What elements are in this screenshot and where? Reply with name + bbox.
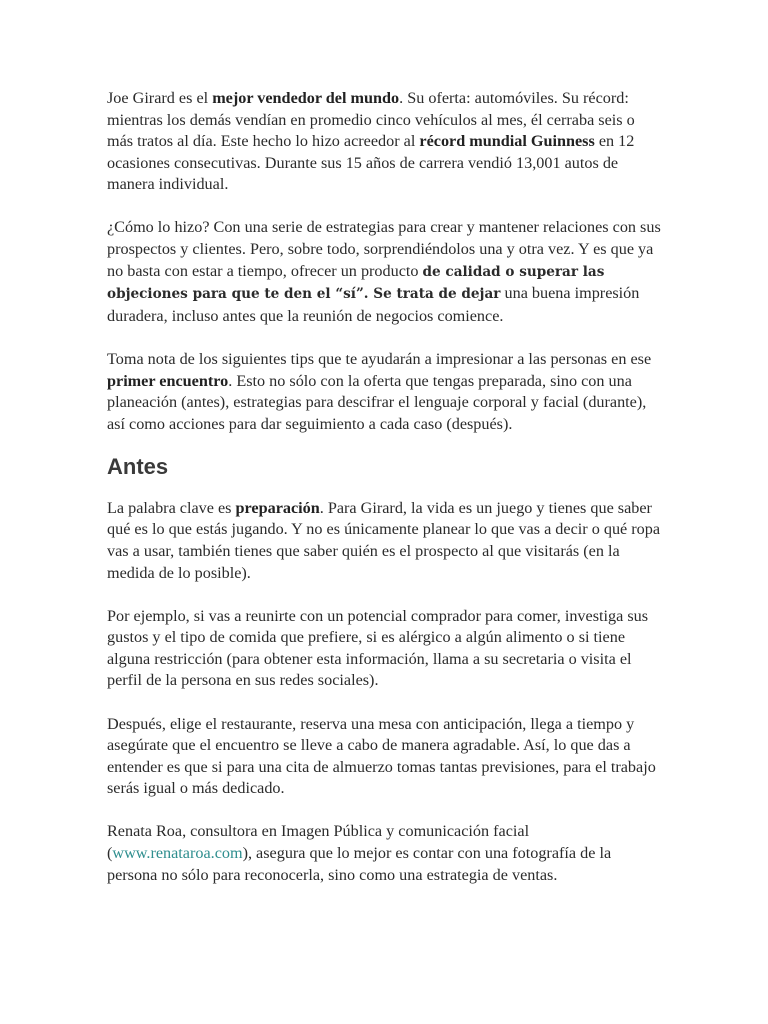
section-heading: Antes — [107, 453, 169, 479]
paragraph-restaurant — [107, 714, 663, 800]
document-page — [107, 88, 663, 908]
text: . Su oferta: automóviles. Su récord: mientras los demás vendían en promedio cinco vehículos al mes, él cerraba seis o más tratos al día. Este hecho lo hizo acreedor al — [107, 89, 635, 151]
paragraph-how — [107, 217, 663, 327]
bold-text: récord mundial Guinness — [419, 132, 595, 151]
paragraph-intro — [107, 88, 663, 196]
bold-text: preparación — [235, 498, 320, 517]
paragraph-tips — [107, 349, 663, 435]
paragraph-renata — [107, 821, 663, 886]
text: ), asegura que lo mejor es contar con una fotografía de la persona no sólo para reconocerla, sino como una estrategia de ventas. — [107, 844, 612, 884]
text: en 12 ocasiones consecutivas. Durante sus 15 años de carrera vendió 13,001 autos de manera individual. — [107, 132, 635, 194]
text: La palabra clave es — [107, 498, 236, 517]
text: . Para Girard, la vida es un juego y tienes que saber qué es lo que estás jugando. Y no es únicamente planear lo que vas a decir o qué ropa vas a usar, también tienes que saber quién es el prospecto al que visitarás (en la medida de lo posible). — [107, 498, 661, 582]
paragraph-example — [107, 606, 663, 692]
text: Después, elige el restaurante, reserva una mesa con anticipación, llega a tiempo y asegúrate que el encuentro se lleve a cabo de manera agradable. Así, lo que das a entender es que si para una cita de almuerzo tomas tantas previsiones, para el trabajo serás igual o más dedicado. — [107, 714, 656, 798]
text: ¿Cómo lo hizo? Con una serie de estrategias para crear y mantener relaciones con sus prospectos y clientes. Pero, sobre todo, sorprendiéndolos una y otra vez. Y es que ya no basta con estar a tiempo, ofrecer un producto — [107, 218, 661, 280]
paragraph-preparation — [107, 498, 663, 584]
alt-font-text: de calidad o superar las objeciones para que te den el “sí”. Se trata de dejar — [107, 263, 605, 303]
website-link[interactable]: www.renataroa.com — [112, 844, 243, 863]
bold-text: mejor vendedor del mundo — [212, 89, 400, 107]
text: una buena impresión duradera, incluso antes que la reunión de negocios comience. — [107, 284, 640, 325]
text: Toma nota de los siguientes tips que te ayudarán a impresionar a las personas en ese — [107, 349, 652, 368]
text: Renata Roa, consultora en Imagen Pública y comunicación facial ( — [107, 822, 530, 863]
text: Por ejemplo, si vas a reunirte con un potencial comprador para comer, investiga sus gustos y el tipo de comida que prefiere, si es alérgico a algún alimento o si tiene alguna restricción (para obtener esta información, llama a su secretaria o visita el perfil de la persona en sus redes sociales). — [107, 606, 649, 690]
bold-text: primer encuentro — [107, 371, 229, 390]
text: Joe Girard es el — [107, 89, 213, 107]
text: . Esto no sólo con la oferta que tengas preparada, sino con una planeación (antes), estrategias para descifrar el lenguaje corporal y facial (durante), así como acciones para dar seguimiento a cada caso (después). — [107, 371, 647, 433]
